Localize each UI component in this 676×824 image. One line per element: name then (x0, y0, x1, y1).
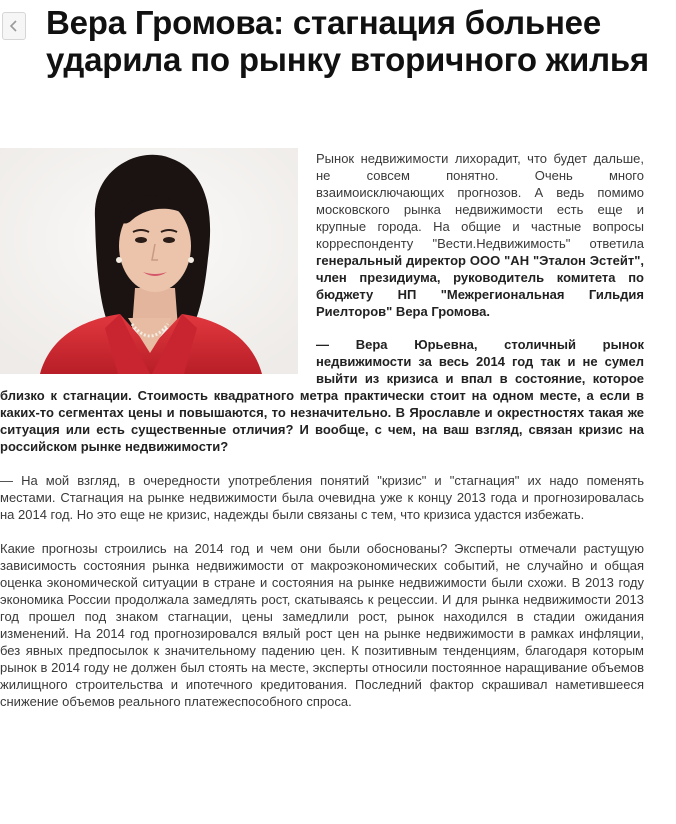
article-title: Вера Громова: стагнация больнее ударила по рынку вторичного жилья (46, 4, 649, 78)
intro-text: Рынок недвижимости лихорадит, что будет дальше, не совсем понятно. Очень много взаимоисключающих прогнозов. А ведь помимо московского рынка недвижимости есть еще и крупные города. На общие и частные вопросы корреспонденту "Вести.Недвижимость" ответила (316, 151, 644, 251)
question-paragraph: — Вера Юрьевна, столичный рынок недвижимости за весь 2014 год так и не сумел выйти из кризиса и впал в состояние, которое близко к стагнации. Стоимость квадратного метра практически стоит на одном месте, а если в каких-то сегментах цены и повышаются, то незначительно. В Ярославле и окрестностях такая же ситуация или есть существенные отличия? И вообще, с чем, на ваш взгляд, связан кризис на российском рынке недвижимости? (0, 337, 644, 454)
article-body (0, 150, 644, 710)
intro-bold-text: генеральный директор ООО "АН "Эталон Эстейт", член президиума, руководитель комитета по бюджету НП "Межрегиональная Гильдия Риелторов" Вера Громова. (316, 253, 644, 319)
chevron-left-icon (9, 20, 19, 32)
back-button[interactable] (2, 12, 26, 40)
answer-paragraph: Какие прогнозы строились на 2014 год и чем они были обоснованы? Эксперты отмечали растущую зависимость состояния рынка недвижимости от макроэкономических событий, не случайно и общая оценка экономической ситуации в стране и состояния на рынке недвижимости были схожи. В 2013 году экономика России продолжала замедлять рост, скатываясь к рецессии. И для рынка недвижимости 2013 год прошел под знаком стагнации, цены замедлили рост, рынок находился в стадии ожидания изменений. На 2014 год прогнозировался вялый рост цен на рынке недвижимости в рамках инфляции, без явных предпосылок к значительному падению цен. К позитивным тенденциям, благодаря которым рынок в 2014 году не должен был стоять на месте, эксперты относили постоянное наращивание объемов жилищного строительства и ипотечного кредитования. Последний фактор скрашивал наметившееся снижение объемов реального платежеспособного спроса. (0, 541, 644, 709)
answer-paragraph: — На мой взгляд, в очередности употребления понятий "кризис" и "стагнация" их надо поменять местами. Стагнация на рынке недвижимости была очевидна уже к концу 2013 года и прогнозировалась на 2014 год. Но это еще не кризис, надежды были связаны с тем, что кризиса удастся избежать. (0, 473, 644, 522)
